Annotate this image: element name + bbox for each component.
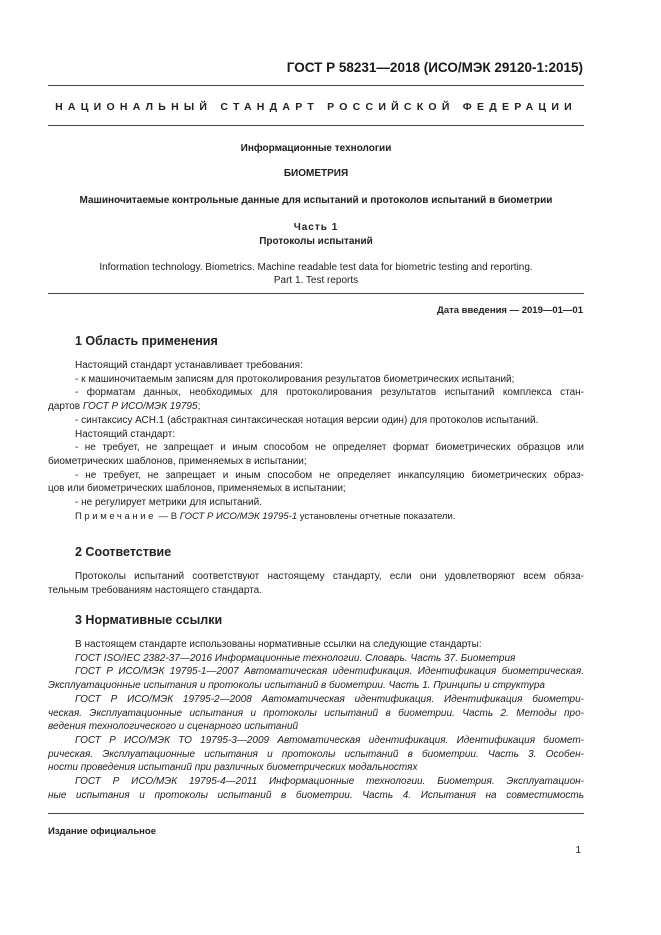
introduction-date: Дата введения — 2019—01—01 bbox=[437, 305, 583, 316]
english-title-line: Part 1. Test reports bbox=[273, 275, 359, 286]
english-title bbox=[48, 261, 584, 287]
standard-reference: ГОСТ Р ИСО/МЭК 19795-1 bbox=[179, 511, 298, 522]
normative-reference: ные испытания и протоколы испытаний в биометрии. Часть 4. Испытания на совместимость bbox=[48, 789, 584, 801]
header-divider bbox=[48, 85, 584, 86]
section-1-body bbox=[48, 359, 584, 510]
note-dash: — В bbox=[156, 511, 180, 522]
paragraph-line: цов или биометрических шаблонов, применяемых в испытании; bbox=[48, 483, 346, 495]
official-edition-label: Издание официальное bbox=[48, 826, 156, 837]
normative-reference: ГОСТ ISO/IEC 2382-37—2016 Информационные технологии. Словарь. Часть 37. Биометрия bbox=[75, 652, 516, 664]
paragraph-line: В настоящем стандарте использованы нормативные ссылки на следующие стандарты: bbox=[75, 639, 482, 650]
normative-reference: ности проведения испытаний при различных биометрических модальностях bbox=[48, 762, 418, 774]
paragraph-line: - синтаксису АСН.1 (абстрактная синтаксическая нотация версии один) для протоколов испытаний. bbox=[75, 414, 539, 426]
paragraph-line: биометрических шаблонов, применяемых в испытании; bbox=[48, 455, 307, 467]
normative-reference: ГОСТ Р ИСО/МЭК 19795-2—2008 Автоматическая идентификация. Идентификация биометри- bbox=[75, 693, 584, 705]
part-title: Протоколы испытаний bbox=[259, 236, 373, 247]
banner-divider bbox=[48, 125, 584, 126]
page-number: 1 bbox=[575, 845, 581, 856]
normative-reference: ГОСТ Р ИСО/МЭК 19795-4—2011 Информационные технологии. Биометрия. Эксплуатацион- bbox=[75, 776, 584, 788]
title-field: Информационные технологии bbox=[240, 143, 392, 154]
paragraph-line: Протоколы испытаний соответствуют настоящему стандарту, если они удовлетворяют всем обяза- bbox=[75, 571, 584, 582]
paragraph-line: Настоящий стандарт устанавливает требования: bbox=[75, 360, 303, 371]
text-fragment: дартов bbox=[48, 401, 81, 413]
paragraph-line: Настоящий стандарт: bbox=[75, 428, 176, 440]
normative-reference: рическая. Эксплуатационные испытания и протоколы испытаний в биометрии. Часть 3. Особен- bbox=[48, 748, 584, 760]
note bbox=[75, 511, 455, 522]
section-2-body bbox=[48, 570, 584, 597]
paragraph-line: - не требует, не запрещает и иным способом не определяет формат биометрических образцов или bbox=[75, 442, 584, 454]
english-title-line: Information technology. Biometrics. Machine readable test data for biometric testing and reporting. bbox=[99, 262, 533, 273]
paragraph-line: - не требует, не запрещает и иным способом не определяет инкапсуляцию биометрических образ- bbox=[75, 469, 584, 481]
note-label: Примечание bbox=[75, 511, 156, 522]
section-3-body bbox=[48, 638, 584, 802]
paragraph-line: тельным требованиям настоящего стандарта. bbox=[48, 584, 262, 596]
normative-reference: ведения технологического и сценарного испытаний bbox=[48, 721, 299, 733]
paragraph-line: - форматам данных, необходимых для протоколирования результатов испытаний комплекса стан- bbox=[75, 387, 584, 399]
paragraph-line: - не регулирует метрики для испытаний. bbox=[75, 497, 262, 509]
paragraph-line bbox=[48, 400, 584, 414]
normative-reference: ческая. Эксплуатационные испытания и протоколы испытаний в биометрии. Часть 2. Методы про- bbox=[48, 707, 584, 719]
standard-number: ГОСТ Р 58231—2018 (ИСО/МЭК 29120-1:2015) bbox=[286, 60, 583, 75]
part-label: Часть 1 bbox=[293, 222, 339, 233]
title-topic: БИОМЕТРИЯ bbox=[283, 168, 349, 179]
title-main: Машиночитаемые контрольные данные для испытаний и протоколов испытаний в биометрии bbox=[79, 195, 553, 206]
paragraph-line: - к машиночитаемым записям для протоколирования результатов биометрических испытаний; bbox=[75, 373, 515, 385]
normative-reference: Эксплуатационные испытания и протоколы испытаний в биометрии. Часть 1. Принципы и структура bbox=[48, 680, 545, 692]
normative-reference: ГОСТ Р ИСО/МЭК ТО 19795-3—2009 Автоматическая идентификация. Идентификация биомет- bbox=[75, 734, 584, 746]
normative-reference: ГОСТ Р ИСО/МЭК 19795-1—2007 Автоматическая идентификация. Идентификация биометрическая. bbox=[75, 666, 584, 678]
section-1-heading: 1 Область применения bbox=[75, 334, 218, 348]
standard-reference: ГОСТ Р ИСО/МЭК 19795 bbox=[82, 401, 198, 413]
section-3-heading: 3 Нормативные ссылки bbox=[75, 613, 223, 627]
text-fragment: ; bbox=[197, 401, 201, 413]
title-divider bbox=[48, 293, 584, 294]
section-2-heading: 2 Соответствие bbox=[75, 545, 172, 559]
note-text: установлены отчетные показатели. bbox=[297, 511, 456, 522]
footer-divider bbox=[48, 813, 584, 814]
national-standard-banner: НАЦИОНАЛЬНЫЙ СТАНДАРТ РОССИЙСКОЙ ФЕДЕРАЦИИ bbox=[55, 101, 577, 113]
